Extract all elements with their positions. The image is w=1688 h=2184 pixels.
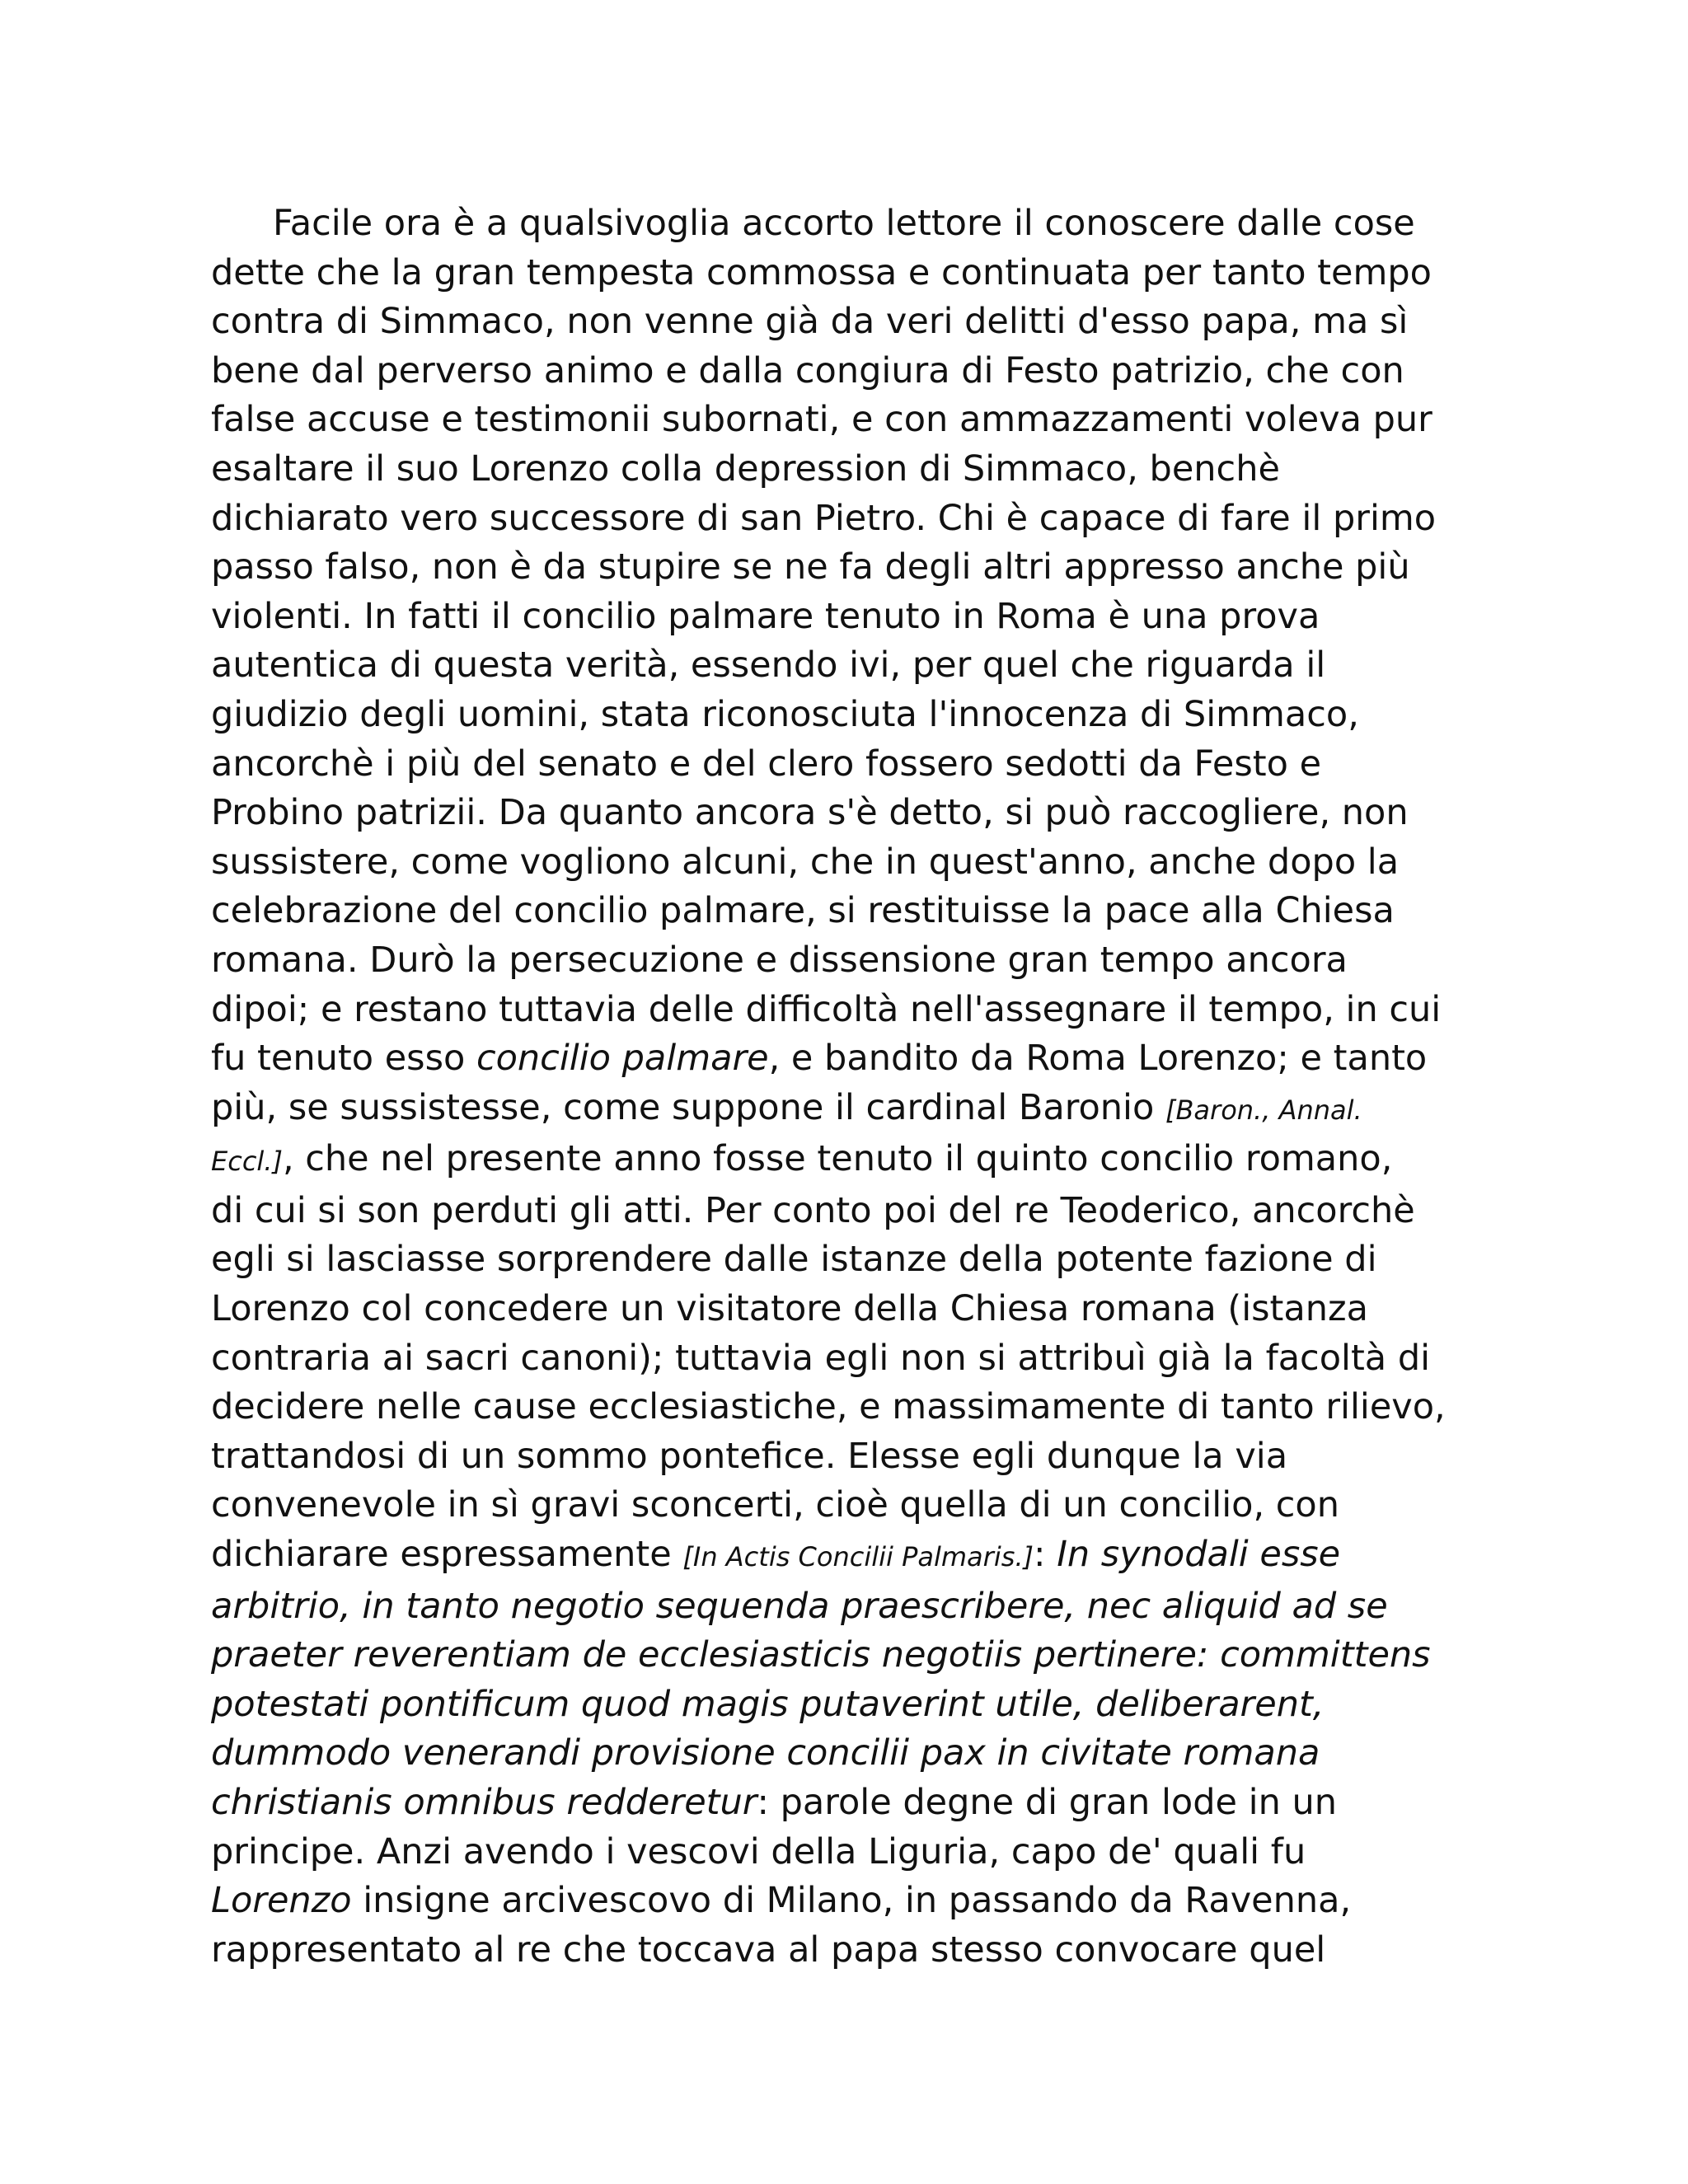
text-line: Lorenzo col concedere un visitatore della Chiesa romana (istanza [211, 1288, 1368, 1330]
text-line: trattandosi di un sommo pontefice. Elesse egli dunque la via [211, 1435, 1288, 1477]
text-line: egli si lasciasse sorprendere dalle istanze della potente fazione di [211, 1239, 1377, 1281]
text-line: autentica di questa verità, essendo ivi, per quel che riguarda il [211, 644, 1326, 687]
latin-quote: christianis omnibus redderetur [211, 1782, 757, 1823]
italic-name: Lorenzo [211, 1880, 352, 1922]
text-line: contra di Simmaco, non venne già da veri delitti d'esso papa, ma sì [211, 301, 1409, 343]
text-line: di cui si son perduti gli atti. Per conto poi del re Teoderico, ancorchè [211, 1189, 1415, 1231]
text-line: Eccl.], che nel presente anno fosse tenuto il quinto concilio romano, [211, 1138, 1393, 1180]
text-line: romana. Durò la persecuzione e dissensione gran tempo ancora [211, 939, 1348, 981]
text-line: esaltare il suo Lorenzo colla depression di Simmaco, benchè [211, 448, 1280, 490]
text-line: passo falso, non è da stupire se ne fa degli altri appresso anche più [211, 546, 1410, 588]
text-line: giudizio degli uomini, stata riconosciuta l'innocenza di Simmaco, [211, 693, 1359, 735]
text-line: Lorenzo insigne arcivescovo di Milano, in passando da Ravenna, [211, 1880, 1352, 1922]
text-line: violenti. In fatti il concilio palmare tenuto in Roma è una prova [211, 595, 1320, 637]
text-line: più, se sussistesse, come suppone il cardinal Baronio [Baron., Annal. [211, 1086, 1362, 1128]
text-line: decidere nelle cause ecclesiastiche, e massimamente di tanto rilievo, [211, 1386, 1446, 1428]
text-line: dichiarare espressamente [In Actis Concilii Palmaris.]: In synodali esse [211, 1534, 1341, 1576]
citation-note: Eccl.] [211, 1146, 283, 1178]
text-line: false accuse e testimonii subornati, e con ammazzamenti voleva pur [211, 399, 1432, 441]
text-line: Probino patrizii. Da quanto ancora s'è detto, si può raccogliere, non [211, 792, 1409, 834]
text-line: dipoi; e restano tuttavia delle difficoltà nell'assegnare il tempo, in cui [211, 988, 1442, 1030]
text-line: contraria ai sacri canoni); tuttavia egli non si attribuì già la facoltà di [211, 1337, 1431, 1379]
citation-note: [In Actis Concilii Palmaris.] [682, 1541, 1034, 1573]
text-line: fu tenuto esso concilio palmare, e bandito da Roma Lorenzo; e tanto [211, 1038, 1428, 1080]
latin-quote: In synodali esse [1057, 1534, 1341, 1576]
text-line: rappresentato al re che toccava al papa stesso convocare quel [211, 1929, 1326, 1971]
latin-quote-line: arbitrio, in tanto negotio sequenda praescribere, nec aliquid ad se [211, 1585, 1388, 1627]
citation-note: [Baron., Annal. [1165, 1094, 1362, 1126]
text-line: dichiarato vero successore di san Pietro. Chi è capace di fare il primo [211, 497, 1437, 539]
text-line: principe. Anzi avendo i vescovi della Liguria, capo de' quali fu [211, 1830, 1306, 1872]
text-line: Facile ora è a qualsivoglia accorto lettore il conoscere dalle cose [273, 203, 1415, 244]
italic-term: concilio palmare [476, 1038, 769, 1080]
text-line: ancorchè i più del senato e del clero fossero sedotti da Festo e [211, 743, 1322, 785]
body-paragraph [211, 199, 1497, 1975]
text-line: dette che la gran tempesta commossa e continuata per tanto tempo [211, 251, 1432, 293]
latin-quote-line: potestati pontificum quod magis putaverint utile, deliberarent, [211, 1683, 1325, 1725]
text-line: celebrazione del concilio palmare, si restituisse la pace alla Chiesa [211, 890, 1395, 932]
text-line: convenevole in sì gravi sconcerti, cioè quella di un concilio, con [211, 1484, 1339, 1526]
latin-quote-line: dummodo venerandi provisione concilii pax in civitate romana [211, 1732, 1320, 1774]
text-line: bene dal perverso animo e dalla congiura di Festo patrizio, che con [211, 349, 1404, 391]
latin-quote-line: praeter reverentiam de ecclesiasticis negotiis pertinere: committens [211, 1634, 1431, 1676]
text-line: sussistere, come vogliono alcuni, che in quest'anno, anche dopo la [211, 841, 1400, 883]
text-line: christianis omnibus redderetur: parole degne di gran lode in un [211, 1782, 1338, 1823]
